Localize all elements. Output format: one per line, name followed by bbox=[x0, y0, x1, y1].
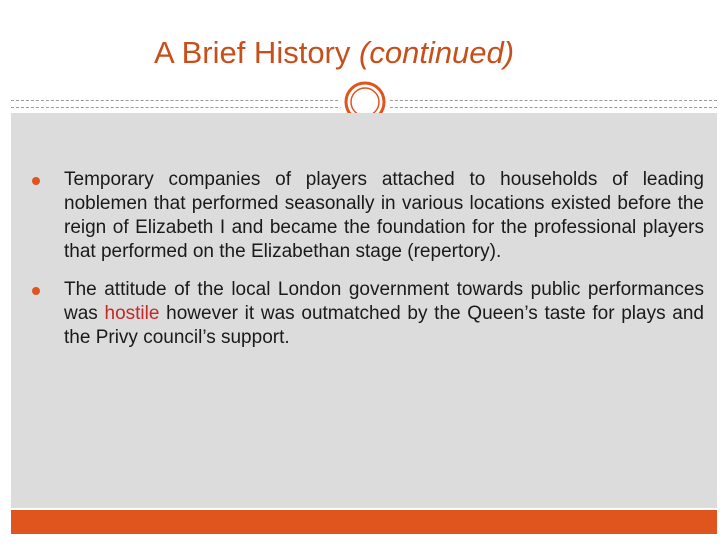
title-main: A Brief History bbox=[154, 35, 351, 70]
bullet-highlight: hostile bbox=[104, 303, 160, 324]
bullet-item bbox=[29, 168, 704, 264]
bullet-text-pre: The attitude of the local London government towards public performances was bbox=[64, 279, 704, 324]
bullet-dot-icon bbox=[32, 177, 40, 185]
bullet-text: Temporary companies of players attached to households of leading noblemen that performed seasonally in various locations existed before the reign of Elizabeth I and became the foundation for the professional players that performed on the Elizabethan stage (repertory). bbox=[64, 169, 704, 262]
bullet-dot-icon bbox=[32, 287, 40, 295]
footer-bar bbox=[11, 510, 717, 534]
title-italic: (continued) bbox=[359, 35, 515, 70]
bullet-item bbox=[29, 278, 704, 350]
bullet-list bbox=[29, 168, 704, 364]
bullet-text-post: however it was outmatched by the Queen’s taste for plays and the Privy council’s support. bbox=[64, 303, 705, 348]
slide-title bbox=[154, 33, 514, 73]
content-panel bbox=[11, 113, 717, 508]
